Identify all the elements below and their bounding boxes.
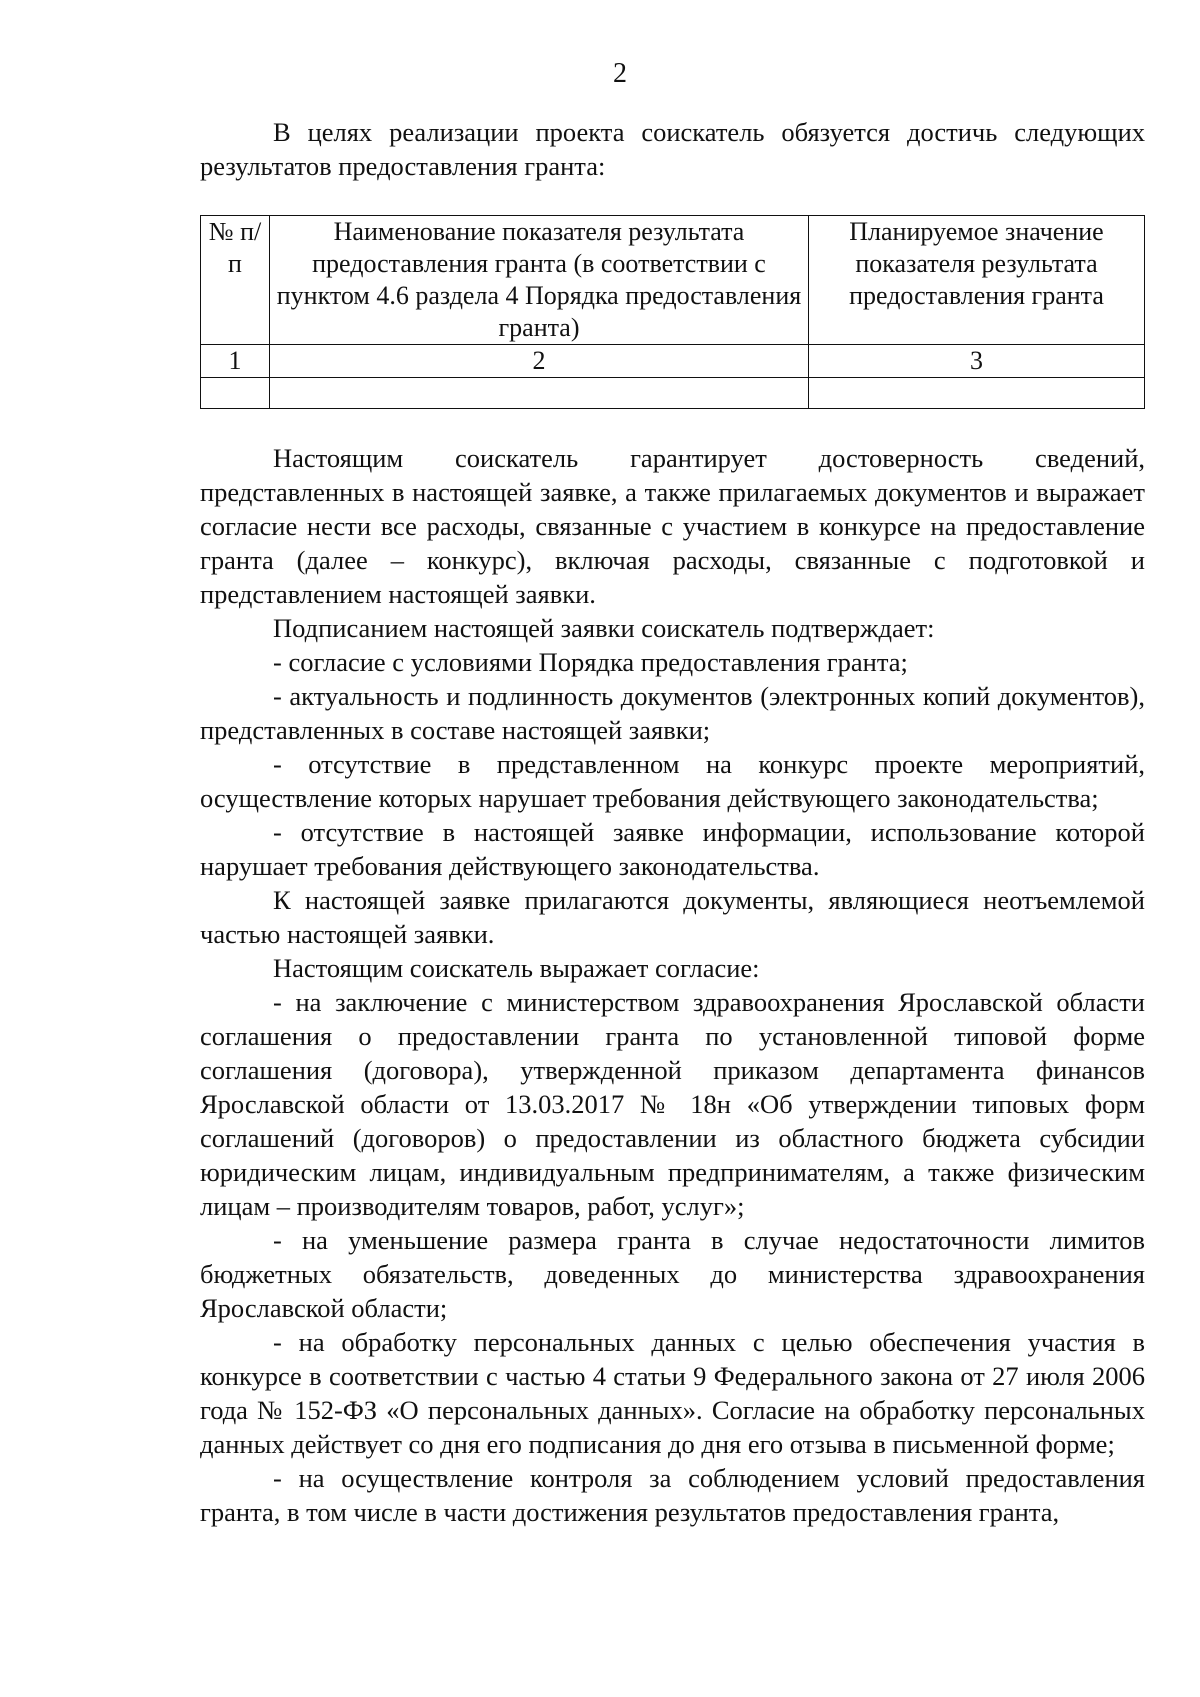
list-item: - актуальность и подлинность документов (электронных копий документов), представленных в составе настоящей заявки;: [200, 681, 1145, 745]
table-column-numbers-row: [201, 345, 1145, 378]
list-item: - отсутствие в настоящей заявке информации, использование которой нарушает требования действующего законодательства.: [200, 817, 1145, 881]
list-item: - на уменьшение размера гранта в случае недостаточности лимитов бюджетных обязательств, доведенных до министерства здравоохранения Ярославской области;: [200, 1225, 1145, 1323]
intro-paragraph: В целях реализации проекта соискатель обязуется достичь следующих результатов предоставления гранта:: [200, 117, 1145, 181]
table-cell: [270, 378, 809, 409]
confirmation-intro-paragraph: Подписанием настоящей заявки соискатель подтверждает:: [273, 613, 935, 643]
results-table: [200, 215, 1145, 409]
table-header-number: № п/п: [201, 216, 270, 345]
list-item: - на заключение с министерством здравоохранения Ярославской области соглашения о предоставлении гранта по установленной типовой форме соглашения (договора), утвержденной приказом департамента финансов Ярославской области от 13.03.2017 № 18н «Об утверждении типовых форм соглашений (договоров) о предоставлении из областного бюджета субсидии юридическим лицам, индивидуальным предпринимателям, а также физическим лицам – производителям товаров, работ, услуг»;: [200, 987, 1145, 1221]
table-header-planned-value: Планируемое значение показателя результата предоставления гранта: [809, 216, 1145, 345]
consent-intro-paragraph: Настоящим соискатель выражает согласие:: [273, 953, 760, 983]
attachments-paragraph: К настоящей заявке прилагаются документы, являющиеся неотъемлемой частью настоящей заявки.: [200, 885, 1145, 949]
table-cell: 3: [809, 345, 1145, 378]
table-cell: 1: [201, 345, 270, 378]
page-number: 2: [613, 58, 627, 89]
list-item: - согласие с условиями Порядка предоставления гранта;: [273, 647, 908, 677]
list-item: - отсутствие в представленном на конкурс проекте мероприятий, осуществление которых нарушает требования действующего законодательства;: [200, 749, 1145, 813]
guarantee-paragraph: Настоящим соискатель гарантирует достоверность сведений, представленных в настоящей заявке, а также прилагаемых документов и выражает согласие нести все расходы, связанные с участием в конкурсе на предоставление гранта (далее – конкурс), включая расходы, связанные с подготовкой и представлением настоящей заявки.: [200, 443, 1145, 609]
table-cell: 2: [270, 345, 809, 378]
table-cell: [809, 378, 1145, 409]
table-row: [201, 378, 1145, 409]
list-item: - на осуществление контроля за соблюдением условий предоставления гранта, в том числе в части достижения результатов предоставления гранта,: [200, 1463, 1145, 1527]
document-body: [200, 115, 1145, 1529]
list-item: - на обработку персональных данных с целью обеспечения участия в конкурсе в соответствии с частью 4 статьи 9 Федерального закона от 27 июля 2006 года № 152-ФЗ «О персональных данных». Согласие на обработку персональных данных действует со дня его подписания до дня его отзыва в письменной форме;: [200, 1327, 1145, 1459]
table-cell: [201, 378, 270, 409]
table-header-indicator-name: Наименование показателя результата предоставления гранта (в соответствии с пунктом 4.6 раздела 4 Порядка предоставления гранта): [270, 216, 809, 345]
table-header-row: [201, 216, 1145, 345]
